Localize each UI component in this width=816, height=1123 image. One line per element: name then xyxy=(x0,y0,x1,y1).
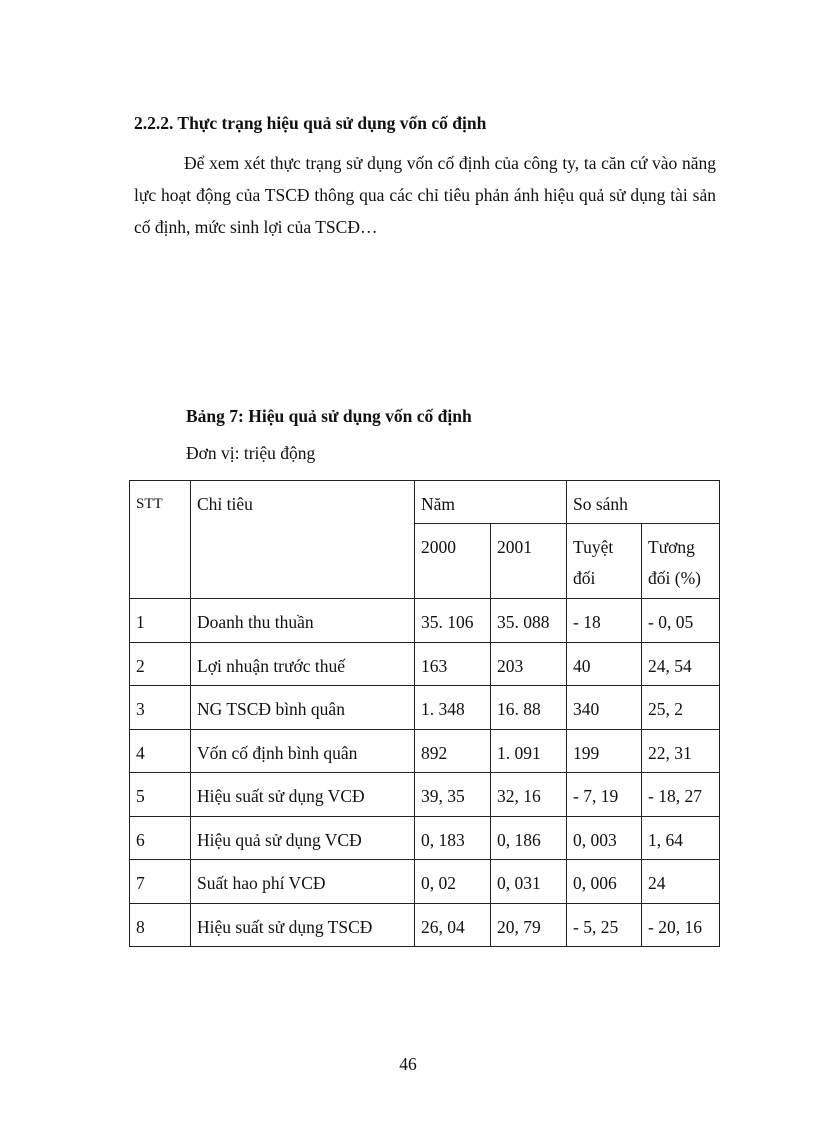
table-row xyxy=(130,773,720,817)
cell-value-2000: 0, 183 xyxy=(415,816,491,860)
cell-tuong-doi: 24 xyxy=(642,860,720,904)
cell-value-2000: 35. 106 xyxy=(415,599,491,643)
cell-value-2000: 1. 348 xyxy=(415,686,491,730)
cell-value-2001: 32, 16 xyxy=(491,773,567,817)
cell-chi-tieu: Vốn cố định bình quân xyxy=(191,729,415,773)
cell-tuyet-doi: 40 xyxy=(567,642,642,686)
cell-stt: 6 xyxy=(130,816,191,860)
cell-stt: 4 xyxy=(130,729,191,773)
cell-value-2000: 0, 02 xyxy=(415,860,491,904)
header-stt: STT xyxy=(130,481,191,599)
section-heading: 2.2.2. Thực trạng hiệu quả sử dụng vốn cố định xyxy=(134,113,487,133)
cell-stt: 3 xyxy=(130,686,191,730)
cell-value-2000: 163 xyxy=(415,642,491,686)
header-2001: 2001 xyxy=(491,524,567,599)
cell-chi-tieu: Hiệu suất sử dụng TSCĐ xyxy=(191,903,415,947)
cell-tuong-doi: 22, 31 xyxy=(642,729,720,773)
cell-stt: 2 xyxy=(130,642,191,686)
header-tuong-doi: Tương đối (%) xyxy=(642,524,720,599)
cell-chi-tieu: Doanh thu thuần xyxy=(191,599,415,643)
header-so-sanh: So sánh xyxy=(567,481,720,524)
table-row xyxy=(130,729,720,773)
cell-value-2001: 0, 186 xyxy=(491,816,567,860)
cell-chi-tieu: NG TSCĐ bình quân xyxy=(191,686,415,730)
cell-tuong-doi: - 20, 16 xyxy=(642,903,720,947)
table-caption: Bảng 7: Hiệu quả sử dụng vốn cố định xyxy=(186,406,472,426)
cell-stt: 7 xyxy=(130,860,191,904)
body-paragraph xyxy=(134,147,716,243)
cell-chi-tieu: Suất hao phí VCĐ xyxy=(191,860,415,904)
cell-tuong-doi: - 0, 05 xyxy=(642,599,720,643)
unit-label: Đơn vị: triệu động xyxy=(186,443,316,463)
efficiency-table xyxy=(129,480,720,947)
cell-value-2001: 20, 79 xyxy=(491,903,567,947)
cell-tuyet-doi: - 7, 19 xyxy=(567,773,642,817)
cell-value-2001: 203 xyxy=(491,642,567,686)
header-chi-tieu: Chỉ tiêu xyxy=(191,481,415,599)
cell-stt: 5 xyxy=(130,773,191,817)
cell-chi-tieu: Hiệu suất sử dụng VCĐ xyxy=(191,773,415,817)
header-nam: Năm xyxy=(415,481,567,524)
cell-tuyet-doi: 199 xyxy=(567,729,642,773)
cell-value-2000: 39, 35 xyxy=(415,773,491,817)
cell-tuyet-doi: - 18 xyxy=(567,599,642,643)
cell-value-2000: 892 xyxy=(415,729,491,773)
cell-value-2001: 16. 88 xyxy=(491,686,567,730)
cell-tuong-doi: - 18, 27 xyxy=(642,773,720,817)
table-row xyxy=(130,860,720,904)
table-row xyxy=(130,816,720,860)
table-row xyxy=(130,686,720,730)
page-number: 46 xyxy=(399,1054,417,1074)
cell-stt: 1 xyxy=(130,599,191,643)
header-tuyet-doi: Tuyệt đối xyxy=(567,524,642,599)
paragraph-text: Để xem xét thực trạng sử dụng vốn cố định của công ty, ta căn cứ vào năng lực hoạt động của TSCĐ thông qua các chỉ tiêu phản ánh hiệu quả sử dụng tài sản cố định, mức sinh lợi của TSCĐ… xyxy=(134,153,716,237)
cell-tuyet-doi: 0, 003 xyxy=(567,816,642,860)
cell-tuong-doi: 1, 64 xyxy=(642,816,720,860)
cell-chi-tieu: Lợi nhuận trước thuế xyxy=(191,642,415,686)
table-row xyxy=(130,903,720,947)
cell-value-2001: 1. 091 xyxy=(491,729,567,773)
table-row xyxy=(130,642,720,686)
table-row xyxy=(130,599,720,643)
cell-value-2001: 35. 088 xyxy=(491,599,567,643)
header-2000: 2000 xyxy=(415,524,491,599)
cell-value-2000: 26, 04 xyxy=(415,903,491,947)
cell-value-2001: 0, 031 xyxy=(491,860,567,904)
cell-tuyet-doi: - 5, 25 xyxy=(567,903,642,947)
cell-tuong-doi: 24, 54 xyxy=(642,642,720,686)
cell-chi-tieu: Hiệu quả sử dụng VCĐ xyxy=(191,816,415,860)
cell-tuyet-doi: 0, 006 xyxy=(567,860,642,904)
cell-tuong-doi: 25, 2 xyxy=(642,686,720,730)
cell-tuyet-doi: 340 xyxy=(567,686,642,730)
cell-stt: 8 xyxy=(130,903,191,947)
